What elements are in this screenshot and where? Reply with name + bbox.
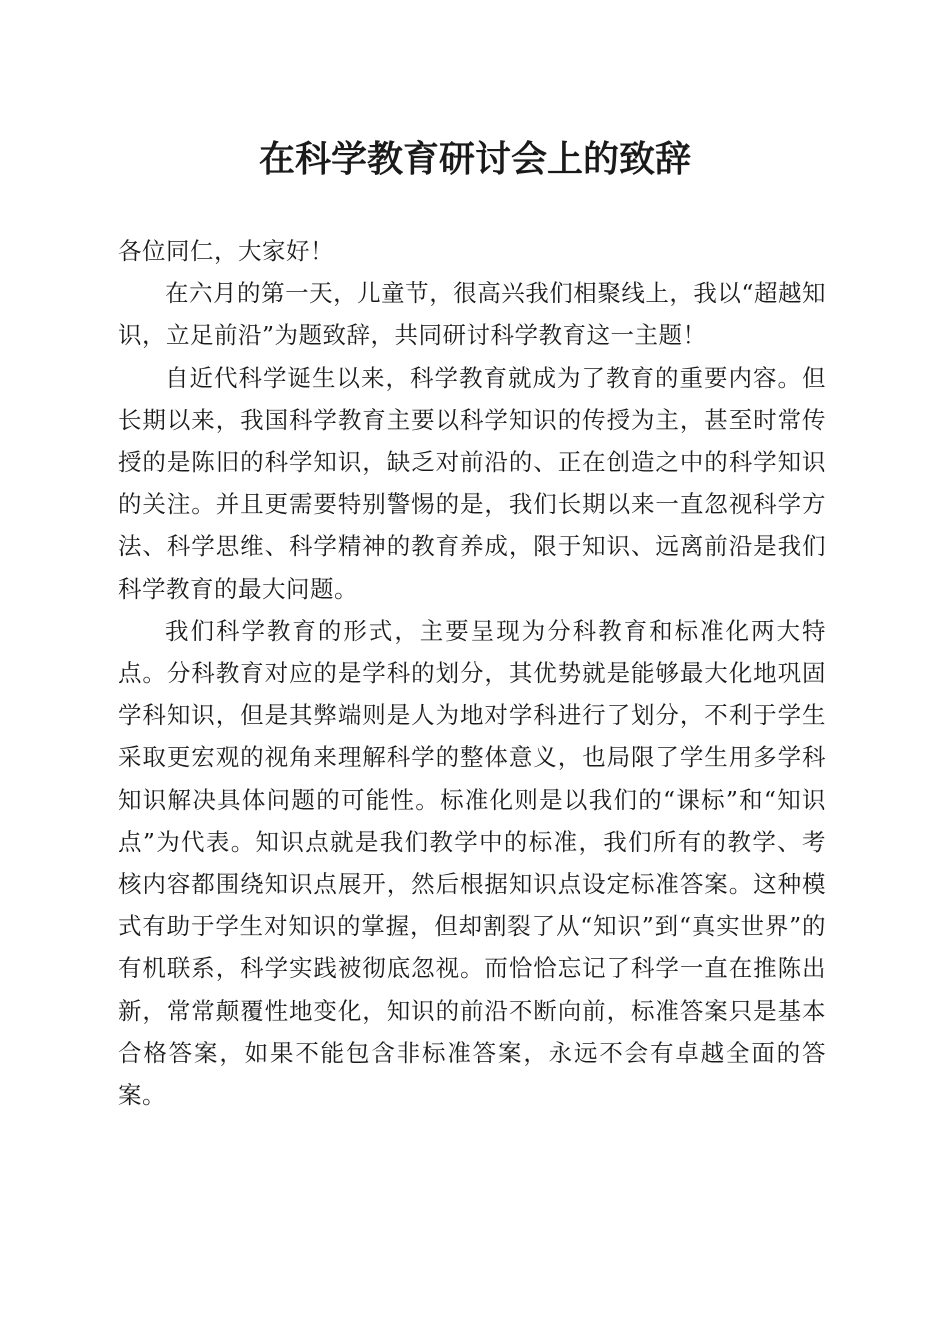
page-title: 在科学教育研讨会上的致辞 — [258, 138, 691, 180]
document-body — [118, 230, 826, 1116]
paragraph-history: 自近代科学诞生以来，科学教育就成为了教育的重要内容。但长期以来，我国科学教育主要以科学知识的传授为主，甚至时常传授的是陈旧的科学知识，缺乏对前沿的、正在创造之中的科学知识的关注。并且更需要特别警惕的是，我们长期以来一直忽视科学方法、科学思维、科学精神的教育养成，限于知识、远离前沿是我们科学教育的最大问题。 — [118, 363, 826, 603]
paragraph-opening: 在六月的第一天，儿童节，很高兴我们相聚线上，我以“超越知识，立足前沿”为题致辞，共同研讨科学教育这一主题！ — [118, 279, 826, 350]
greeting-line: 各位同仁，大家好！ — [118, 237, 334, 265]
paragraph-form: 我们科学教育的形式，主要呈现为分科教育和标准化两大特点。分科教育对应的是学科的划分，其优势就是能够最大化地巩固学科知识，但是其弊端则是人为地对学科进行了划分，不利于学生采取更宏观的视角来理解科学的整体意义，也局限了学生用多学科知识解决具体问题的可能性。标准化则是以我们的“课标”和“知识点”为代表。知识点就是我们教学中的标准，我们所有的教学、考核内容都围绕知识点展开，然后根据知识点设定标准答案。这种模式有助于学生对知识的掌握，但却割裂了从“知识”到“真实世界”的有机联系，科学实践被彻底忽视。而恰恰忘记了科学一直在推陈出新，常常颠覆性地变化，知识的前沿不断向前，标准答案只是基本合格答案，如果不能包含非标准答案，永远不会有卓越全面的答案。 — [118, 616, 826, 1110]
